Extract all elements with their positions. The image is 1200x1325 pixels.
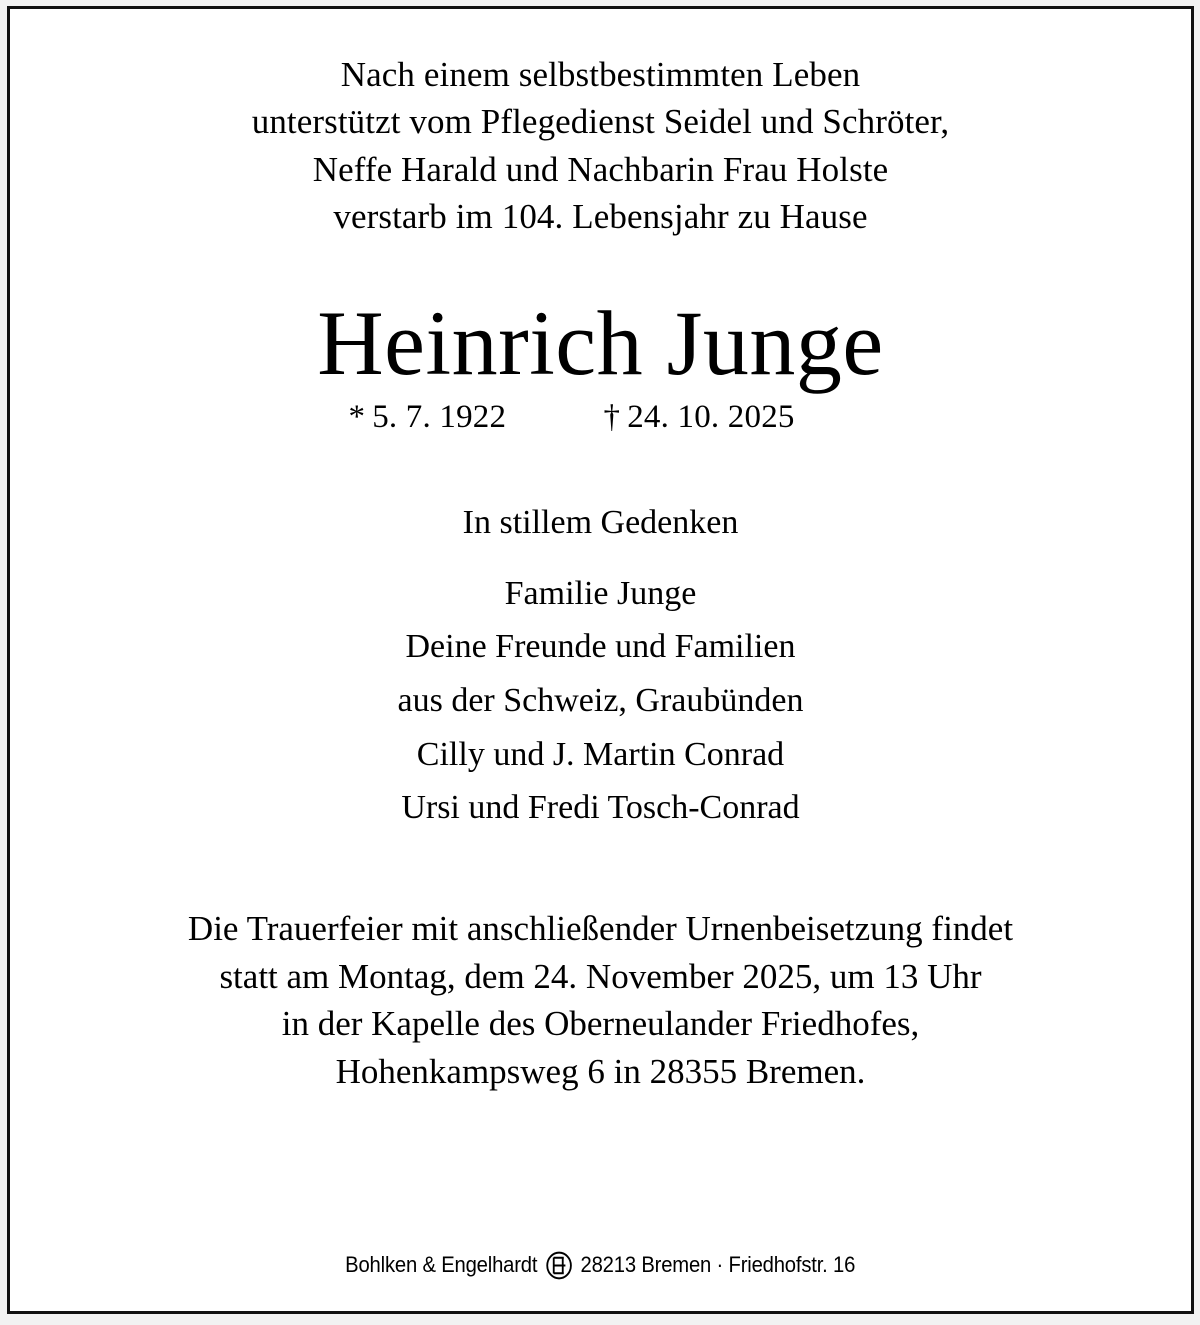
- funeral-home-footer: [346, 1250, 856, 1279]
- birth-star-icon: *: [348, 398, 366, 435]
- ceremony-line: statt am Montag, dem 24. November 2025, um 13 Uhr: [219, 956, 982, 996]
- birth-date: 5. 7. 1922: [372, 398, 507, 435]
- life-dates: [28, 399, 1173, 436]
- death-date-group: [604, 399, 859, 436]
- deceased-name: Heinrich Junge: [317, 291, 884, 394]
- ceremony-line: in der Kapelle des Oberneulander Friedhofes,: [281, 1004, 920, 1044]
- memorial-block: [397, 503, 804, 836]
- deceased-name-block: [28, 291, 1173, 436]
- obituary-notice-card: [7, 6, 1194, 1314]
- ceremony-line: Die Trauerfeier mit anschließender Urnenbeisetzung findet: [187, 909, 1014, 949]
- death-cross-icon: †: [603, 398, 621, 435]
- intro-line: Nach einem selbstbestimmten Leben: [340, 55, 861, 94]
- be-monogram-circle-icon: [546, 1251, 573, 1280]
- intro-line: unterstützt vom Pflegedienst Seidel und Schröter,: [251, 102, 950, 142]
- intro-line: Neffe Harald und Nachbarin Frau Holste: [312, 149, 889, 189]
- funeral-home-name: Bohlken & Engelhardt: [345, 1251, 538, 1277]
- ceremony-details: [188, 905, 1013, 1095]
- mourner-line: Cilly und J. Martin Conrad: [416, 735, 785, 773]
- memorial-heading: In stillem Gedenken: [462, 503, 739, 541]
- mourner-line: Deine Freunde und Familien: [405, 628, 796, 666]
- mourner-line: Ursi und Fredi Tosch-Conrad: [401, 789, 800, 827]
- intro-text: [252, 51, 950, 241]
- funeral-home-address: 28213 Bremen · Friedhofstr. 16: [580, 1251, 856, 1277]
- mourner-line: aus der Schweiz, Graubünden: [397, 681, 804, 719]
- birth-date-group: [343, 399, 604, 436]
- intro-line: verstarb im 104. Lebensjahr zu Hause: [333, 197, 868, 237]
- death-date: 24. 10. 2025: [627, 398, 795, 435]
- ceremony-line: Hohenkampsweg 6 in 28355 Bremen.: [335, 1051, 866, 1091]
- mourner-line: Familie Junge: [504, 574, 697, 612]
